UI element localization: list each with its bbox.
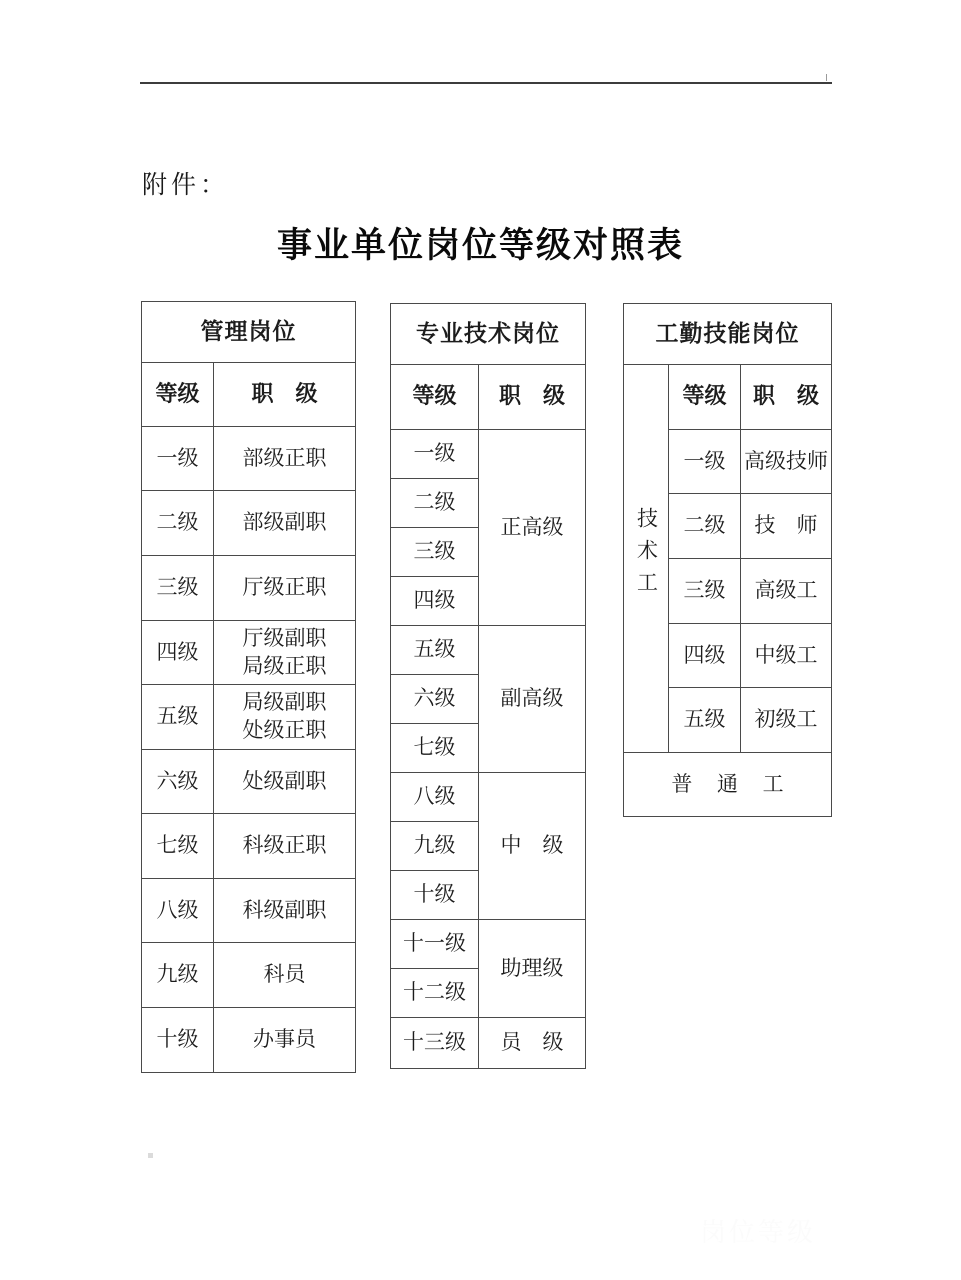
table-row [391, 1018, 586, 1069]
cell-grade: 一级 [142, 427, 214, 491]
table-header-row [142, 363, 356, 427]
cell-grade: 五级 [669, 688, 741, 753]
cell-rank: 部级副职 [214, 491, 356, 556]
table-row [142, 621, 356, 685]
cell-grade: 五级 [391, 626, 479, 675]
cell-rank: 厅级正职 [214, 556, 356, 621]
cell-general-worker: 普 通 工 [624, 753, 832, 817]
cell-grade: 四级 [669, 624, 741, 688]
header-rule-end-tick [826, 74, 827, 81]
cell-grade: 五级 [142, 685, 214, 750]
table-row [391, 773, 586, 822]
table-row [142, 427, 356, 491]
cell-rank [214, 685, 356, 750]
cell-rank-line1: 厅级副职 [242, 625, 327, 650]
table-footer-row [624, 753, 832, 817]
cell-rank [214, 621, 356, 685]
column-header-rank: 职 级 [214, 363, 356, 427]
cell-rank: 科级正职 [214, 814, 356, 879]
table-row [142, 685, 356, 750]
scan-artifact-speck [148, 1153, 153, 1158]
cell-grade: 六级 [391, 675, 479, 724]
cell-grade: 三级 [142, 556, 214, 621]
cell-grade: 九级 [391, 822, 479, 871]
table-row [142, 491, 356, 556]
table-row [142, 556, 356, 621]
cell-grade: 八级 [142, 879, 214, 943]
column-header-grade: 等级 [391, 365, 479, 430]
table-header-row [624, 365, 832, 430]
cell-rank-line2: 处级正职 [242, 718, 327, 742]
side-label-technical-worker [624, 365, 669, 753]
cell-grade: 十三级 [391, 1018, 479, 1069]
table-title: 工勤技能岗位 [624, 304, 832, 365]
column-header-rank: 职 级 [741, 365, 832, 430]
table-row [391, 920, 586, 969]
cell-grade: 三级 [669, 559, 741, 624]
cell-rank: 中级工 [741, 624, 832, 688]
column-header-grade: 等级 [142, 363, 214, 427]
table-row [142, 1008, 356, 1073]
page-title: 事业单位岗位等级对照表 [276, 226, 684, 266]
column-header-rank: 职 级 [479, 365, 586, 430]
cell-rank-group: 副高级 [479, 626, 586, 773]
cell-grade: 一级 [669, 430, 741, 494]
cell-rank-group: 助理级 [479, 920, 586, 1018]
cell-grade: 七级 [142, 814, 214, 879]
table-row [142, 814, 356, 879]
cell-rank: 科级副职 [214, 879, 356, 943]
cell-rank: 办事员 [214, 1008, 356, 1073]
cell-grade: 一级 [391, 430, 479, 479]
table-title: 专业技术岗位 [391, 304, 586, 365]
cell-grade: 九级 [142, 943, 214, 1008]
cell-grade: 六级 [142, 750, 214, 814]
cell-rank-line2: 局级正职 [242, 653, 327, 678]
table-row [391, 430, 586, 479]
cell-grade: 三级 [391, 528, 479, 577]
cell-grade: 十级 [391, 871, 479, 920]
table-header-row [391, 365, 586, 430]
table-professional-positions [390, 303, 586, 1069]
cell-grade: 十一级 [391, 920, 479, 969]
table-title: 管理岗位 [142, 302, 356, 363]
cell-grade: 二级 [391, 479, 479, 528]
cell-rank-group: 正高级 [479, 430, 586, 626]
table-row [142, 750, 356, 814]
page-watermark: 岗位等级 [700, 1218, 817, 1248]
attachment-label: 附件： [142, 170, 230, 199]
cell-rank-line1: 局级副职 [242, 690, 327, 715]
cell-grade: 二级 [669, 494, 741, 559]
table-row [391, 626, 586, 675]
header-horizontal-rule [140, 82, 832, 84]
cell-grade: 十二级 [391, 969, 479, 1018]
table-management-positions [141, 301, 356, 1073]
cell-rank: 科员 [214, 943, 356, 1008]
table-row [142, 943, 356, 1008]
cell-rank: 部级正职 [214, 427, 356, 491]
cell-rank: 高级工 [741, 559, 832, 624]
cell-rank: 处级副职 [214, 750, 356, 814]
table-title-row [391, 304, 586, 365]
cell-grade: 四级 [142, 621, 214, 685]
table-worker-positions [623, 303, 832, 817]
cell-rank-group: 员 级 [479, 1018, 586, 1069]
cell-grade: 十级 [142, 1008, 214, 1073]
column-header-grade: 等级 [669, 365, 741, 430]
table-title-row [624, 304, 832, 365]
cell-grade: 二级 [142, 491, 214, 556]
cell-grade: 八级 [391, 773, 479, 822]
table-row [142, 879, 356, 943]
cell-rank-group: 中 级 [479, 773, 586, 920]
side-label-text: 技术工 [634, 506, 659, 603]
cell-rank: 初级工 [741, 688, 832, 753]
table-title-row [142, 302, 356, 363]
cell-grade: 七级 [391, 724, 479, 773]
cell-rank: 技 师 [741, 494, 832, 559]
cell-grade: 四级 [391, 577, 479, 626]
cell-rank: 高级技师 [741, 430, 832, 494]
